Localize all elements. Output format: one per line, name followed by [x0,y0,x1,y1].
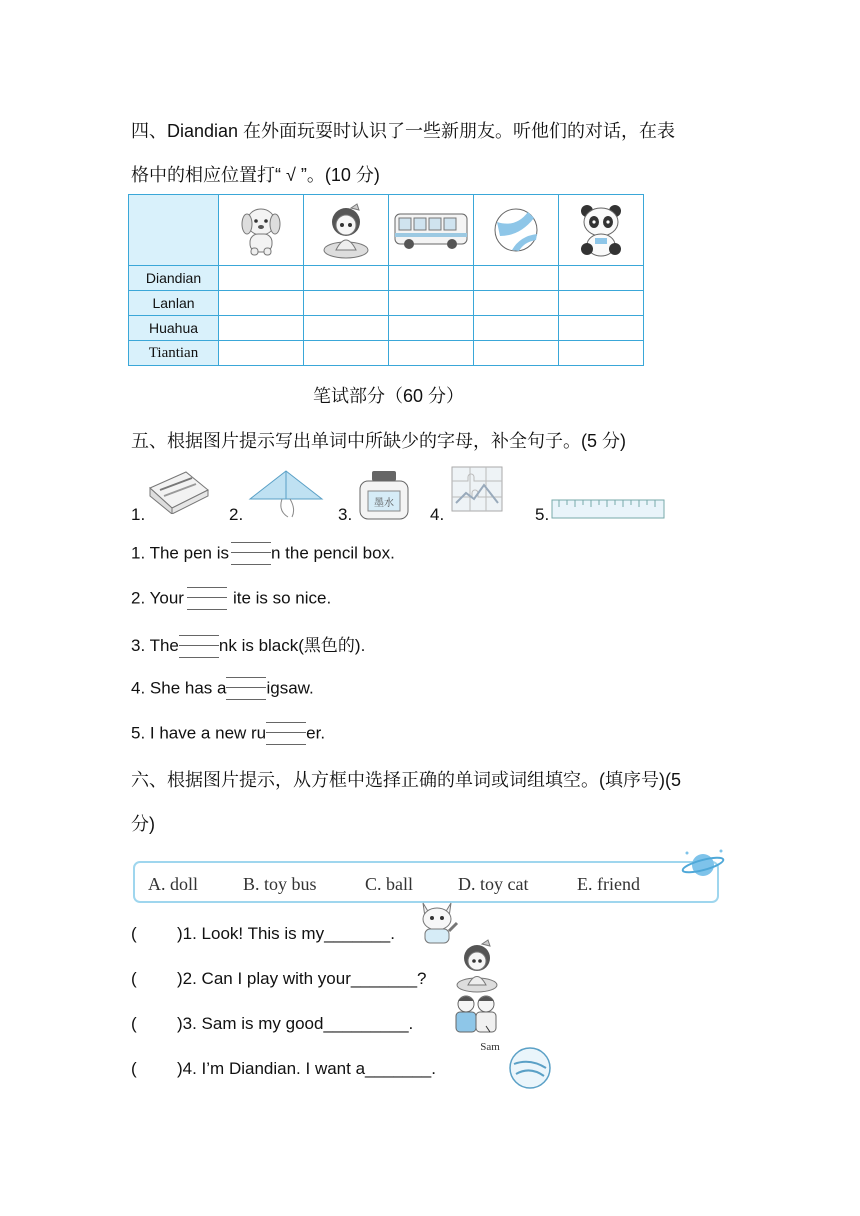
answer-cell[interactable] [474,316,559,341]
option-d: D. toy cat [458,874,529,894]
sentence-2-after: ite is so nice. [232,588,332,608]
sentence-1-after: n the pencil box. [270,543,395,563]
column-bus [389,195,474,266]
pencil-box-icon [146,468,210,514]
row-label-lanlan: Lanlan [129,291,219,316]
option-e: E. friend [577,874,640,894]
sentence-1-before: 1. The pen is [131,543,229,563]
sentence-5-before: 5. I have a new ru [131,723,267,743]
picture-number-5: 5. [535,505,550,524]
item-4-paren[interactable]: ( [131,1059,137,1078]
bus-icon [392,208,470,252]
ink-bottle-label: 墨水 [374,498,394,509]
sentence-2-before: 2. Your [131,588,184,608]
sentence-4-before: 4. She has a [131,678,227,698]
jigsaw-icon [448,463,506,515]
item-3-paren[interactable]: ( [131,1014,137,1033]
option-b: B. toy bus [243,874,317,894]
letter-blank-5[interactable] [266,721,306,747]
sentence-5 [131,721,325,747]
item-3-text: )3. Sam is my good_________. [177,1014,414,1033]
section4-heading-line2: 格中的相应位置打“ √ ”。(10 分) [131,165,380,185]
sentence-3-after: nk is black(黑色的). [218,636,366,655]
dog-icon [236,202,286,258]
answer-cell[interactable] [304,291,389,316]
answer-cell[interactable] [389,291,474,316]
sentence-4-after: igsaw. [266,678,314,698]
column-girl [304,195,389,266]
row-label-huahua: Huahua [129,316,219,341]
answer-cell[interactable] [559,316,644,341]
answer-cell[interactable] [389,266,474,291]
item-1-paren[interactable]: ( [131,924,137,943]
answer-cell[interactable] [219,341,304,366]
option-c: C. ball [365,874,413,894]
item-4-text: )4. I’m Diandian. I want a_______. [177,1059,436,1078]
column-dog [219,195,304,266]
letter-blank-4[interactable] [226,676,266,702]
picture-number-1: 1. [131,505,146,524]
answer-cell[interactable] [474,291,559,316]
item-2-text: )2. Can I play with your_______? [177,969,427,988]
sam-label: Sam [480,1041,500,1053]
answer-cell[interactable] [474,266,559,291]
answer-cell[interactable] [559,341,644,366]
sentence-3 [131,631,365,660]
sentence-4 [131,676,314,702]
doll-icon [452,938,502,994]
planet-icon [681,847,727,881]
picture-number-4: 4. [430,505,445,524]
section6-heading-line2: 分) [131,814,155,834]
row-label-diandian: Diandian [129,266,219,291]
letter-blank-1[interactable] [231,541,271,567]
answer-cell[interactable] [304,341,389,366]
answer-cell[interactable] [389,341,474,366]
column-ball [474,195,559,266]
answer-cell[interactable] [389,316,474,341]
sentence-5-after: er. [306,723,326,743]
kite-icon [248,469,324,519]
answer-cell[interactable] [559,266,644,291]
row-label-tiantian: Tiantian [129,341,219,366]
answer-cell[interactable] [219,316,304,341]
girl-icon [318,200,374,260]
letter-blank-3[interactable] [179,634,219,660]
answer-cell[interactable] [304,316,389,341]
answer-cell[interactable] [219,266,304,291]
marble-ball-icon [508,1046,552,1090]
picture-number-3: 3. [338,505,353,524]
ink-bottle-icon [356,469,412,521]
answer-cell[interactable] [474,341,559,366]
answer-cell[interactable] [559,291,644,316]
section6-heading-line1: 六、根据图片提示，从方框中选择正确的单词或词组填空。(填序号)(5 [131,770,681,790]
table-corner-cell [129,195,219,266]
sentence-2 [131,586,331,612]
sentence-1 [131,541,395,567]
panda-icon [575,202,627,258]
section5-heading: 五、根据图片提示写出单词中所缺少的字母，补全句子。(5 分) [131,431,626,451]
letter-blank-2[interactable] [187,586,227,612]
written-part-title: 笔试部分（60 分） [313,386,465,406]
column-panda [559,195,644,266]
answer-cell[interactable] [219,291,304,316]
ruler-icon [551,498,665,520]
friends-icon [448,992,504,1054]
option-a: A. doll [148,874,199,894]
sentence-3-before: 3. The [131,636,179,655]
section4-heading-line1: 四、Diandian 在外面玩耍时认识了一些新朋友。听他们的对话，在表 [131,121,676,141]
item-1-text: )1. Look! This is my_______. [177,924,395,943]
check-table [128,194,644,366]
item-2-paren[interactable]: ( [131,969,137,988]
answer-cell[interactable] [304,266,389,291]
ball-icon [492,206,540,254]
picture-number-2: 2. [229,505,244,524]
